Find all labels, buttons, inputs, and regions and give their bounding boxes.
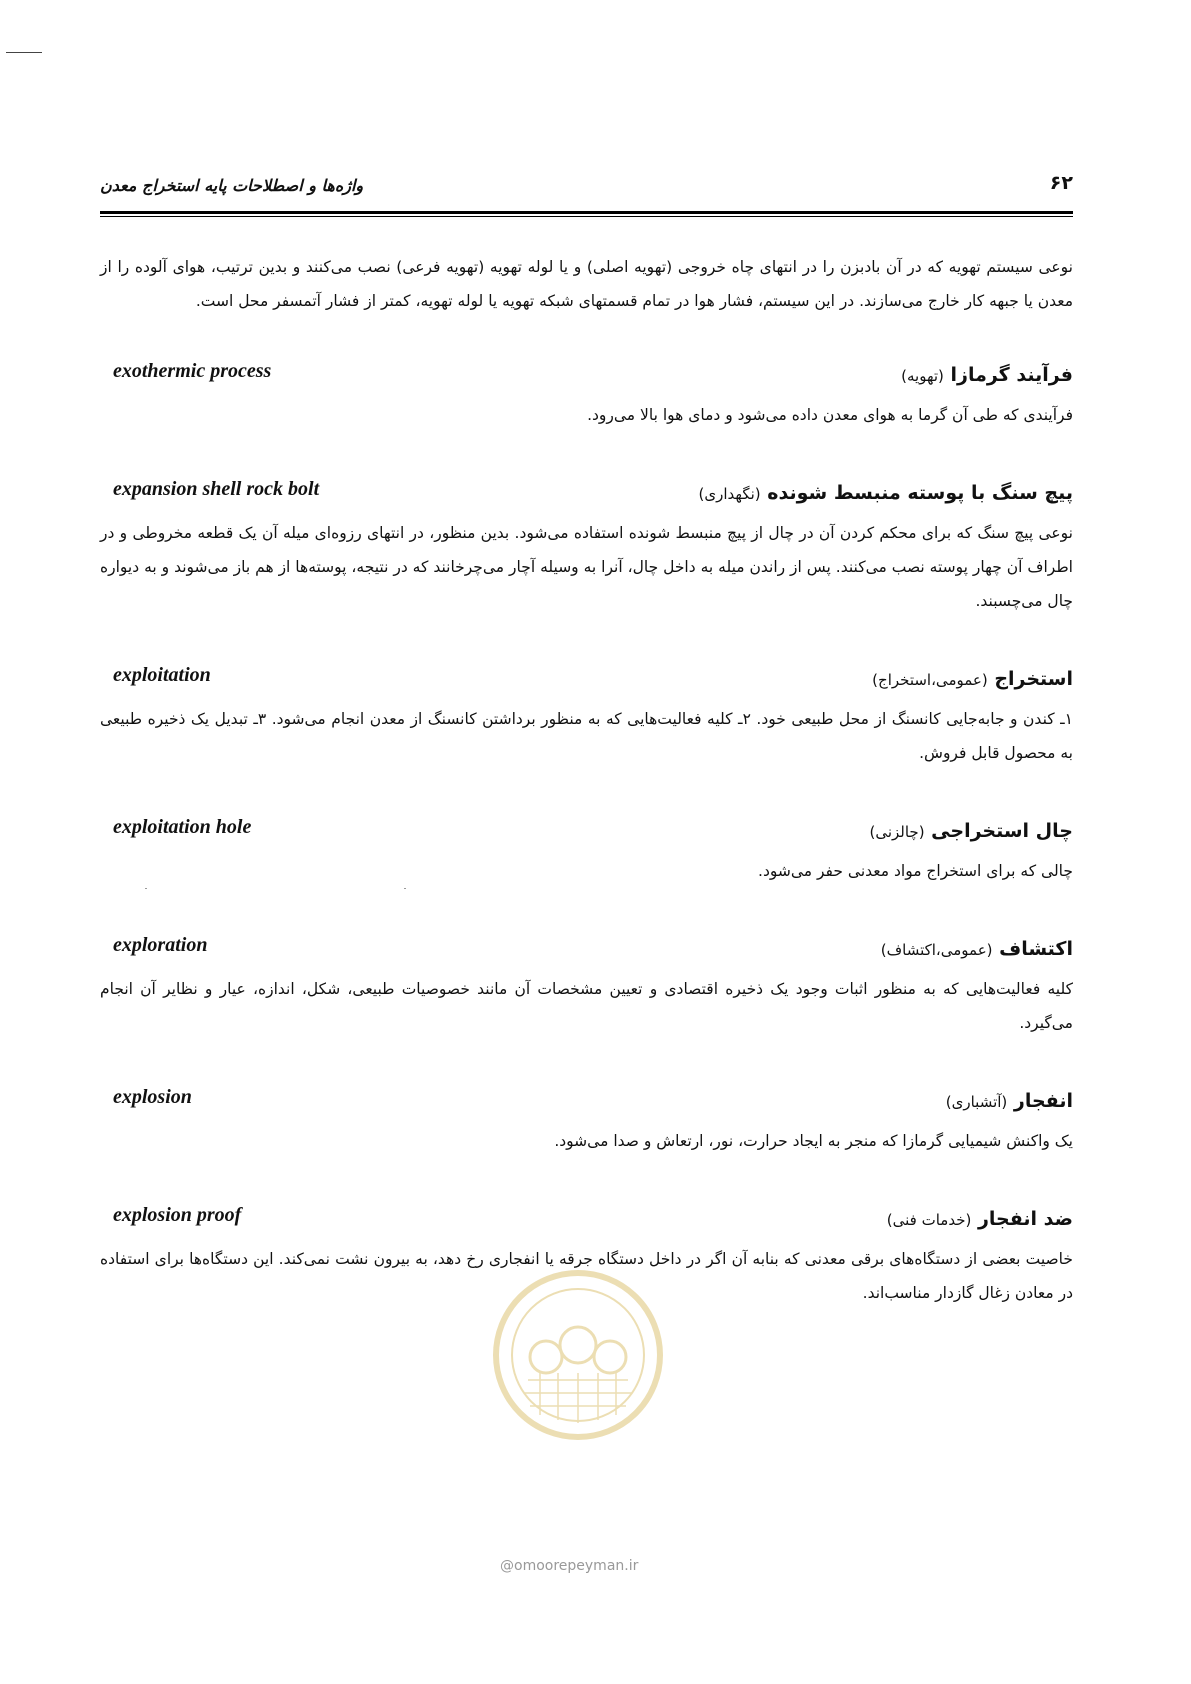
header-rule-thin: [100, 216, 1073, 217]
term-persian: انفجار (آتشباری): [945, 1090, 1073, 1112]
term-category: (آتشباری): [945, 1093, 1008, 1111]
intro-paragraph: نوعی سیستم تهویه که در آن بادبزن را در انتهای چاه خروجی (تهویه اصلی) و یا لوله تهویه (تهویه فرعی) نصب می‌کنند و بدین ترتیب، هوای آلوده را از معدن یا جبهه کار خارج می‌سازند. در این سیستم، فشار هوا در تمام قسمتهای شبکه تهویه یا لوله تهویه، کمتر از فشار آتمسفر محل است.: [100, 258, 1073, 310]
term-category: (عمومی،اکتشاف): [880, 941, 993, 959]
glossary-entry: [100, 1086, 1073, 1158]
glossary-entry: [100, 664, 1073, 770]
watermark-site-text: @omoorepeyman.ir: [500, 1558, 639, 1574]
term-english: exothermic process: [113, 360, 272, 382]
term-category: (نگهداری): [698, 485, 761, 503]
term-definition: نوعی پیچ سنگ که برای محکم کردن آن در چال از پیچ منبسط شونده استفاده می‌شود. بدین منظور، در انتهای رزوه‌ای میله آن یک قطعه مخروطی و در اطراف آن چهار پوسته نصب می‌کنند. پس از راندن میله به داخل چال، آنرا به وسیله آچار می‌چرخانند که در نتیجه، پوسته‌ها از هم باز می‌شوند و به دیواره چال می‌چسبند.: [100, 524, 1073, 610]
scan-speck: [404, 888, 406, 889]
glossary-entry: [100, 934, 1073, 1040]
running-title: واژه‌ها و اصطلاحات پایه استخراج معدن: [100, 176, 364, 195]
term-english: explosion: [113, 1086, 192, 1108]
term-english: expansion shell rock bolt: [113, 478, 320, 500]
term-category: (خدمات فنی): [886, 1211, 972, 1229]
term-persian: استخراج (عمومی،استخراج): [872, 668, 1073, 690]
term-definition: خاصیت بعضی از دستگاه‌های برقی معدنی که بنابه آن اگر در داخل دستگاه جرقه یا انفجاری رخ دهد، به بیرون نشت نمی‌کند. این دستگاه‌ها برای استفاده در معادن زغال گازدار مناسب‌اند.: [100, 1250, 1073, 1302]
watermark-seal-icon: [488, 1265, 668, 1445]
term-english: exploitation hole: [113, 816, 252, 838]
term-category: (عمومی،استخراج): [872, 671, 988, 689]
glossary-entry: [100, 816, 1073, 888]
term-category: (تهویه): [901, 367, 944, 385]
term-definition: کلیه فعالیت‌هایی که به منظور اثبات وجود یک ذخیره اقتصادی و تعیین مشخصات آن مانند خصوصیات طبیعی، شکل، اندازه، عیار و نظایر آن انجام می‌گیرد.: [100, 980, 1073, 1032]
term-english: exploration: [113, 934, 208, 956]
entry-head: [100, 816, 1073, 854]
page-header: [100, 172, 1073, 202]
entry-head: [100, 664, 1073, 702]
term-persian: فرآیند گرمازا (تهویه): [901, 364, 1073, 386]
term-definition: چالی که برای استخراج مواد معدنی حفر می‌شود.: [758, 862, 1073, 880]
glossary-content: [100, 250, 1073, 1310]
entry-head: [100, 1204, 1073, 1242]
term-definition: ۱ـ کندن و جابه‌جایی کانسنگ از محل طبیعی خود. ۲ـ کلیه فعالیت‌هایی که به منظور برداشتن کانسنگ از معدن انجام می‌شود. ۳ـ تبدیل یک ذخیره طبیعی به محصول قابل فروش.: [100, 710, 1073, 762]
term-persian: ضد انفجار (خدمات فنی): [886, 1208, 1073, 1230]
term-definition: فرآیندی که طی آن گرما به هوای معدن داده می‌شود و دمای هوا بالا می‌رود.: [587, 406, 1073, 424]
scan-speck: [145, 888, 147, 889]
header-rule: [100, 211, 1073, 214]
entry-head: [100, 478, 1073, 516]
term-persian: اکتشاف (عمومی،اکتشاف): [880, 938, 1073, 960]
entry-head: [100, 360, 1073, 398]
term-persian: پیچ سنگ با پوسته منبسط شونده (نگهداری): [698, 482, 1073, 504]
term-category: (چالزنی): [869, 823, 925, 841]
term-english: exploitation: [113, 664, 211, 686]
corner-mark: [6, 52, 42, 53]
entry-head: [100, 934, 1073, 972]
term-english: explosion proof: [113, 1204, 242, 1226]
glossary-entry: [100, 478, 1073, 618]
term-persian: چال استخراجی (چالزنی): [869, 820, 1073, 842]
entry-head: [100, 1086, 1073, 1124]
term-definition: یک واکنش شیمیایی گرمازا که منجر به ایجاد حرارت، نور، ارتعاش و صدا می‌شود.: [554, 1132, 1073, 1150]
page-number: ۶۲: [1049, 172, 1073, 194]
glossary-entry: [100, 360, 1073, 432]
